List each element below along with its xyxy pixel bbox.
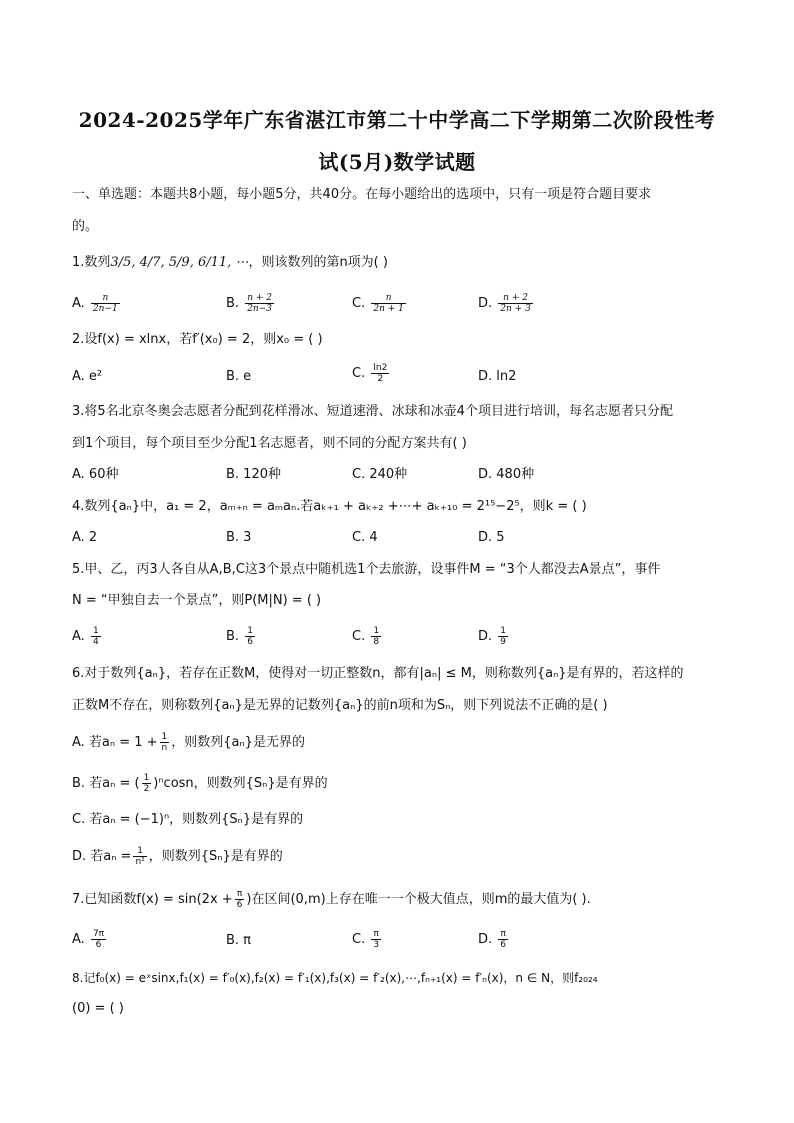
q3-option-c: C. 240种 [352,467,408,482]
q2-option-c: C. $\frac{\ln 2}{2}$ [352,363,388,384]
exam-title-line2: 试(5月)数学试题 [318,150,476,174]
q5-option-d: D. $\frac{1}{9}$ [478,626,507,647]
q6-option-d: D. 若aₙ = $\frac{1}{\text{n²}}$ ，则数列{Sₙ}是有界的 [72,846,283,867]
q3-option-a: A. 60种 [72,467,119,482]
q7-option-c: C. $\frac{\pi}{3}$ [352,929,380,950]
q7-option-d: D. $\frac{\pi}{6}$ [478,929,507,950]
q7-option-b: B. π [226,933,252,948]
sequence-expression: 3/5, 4/7, 5/9, 6/11, ⋯ [110,255,249,270]
q1-option-d: D. $\frac{n + 2}{2n + 3}$ [478,293,531,314]
q4-option-c: C. 4 [352,530,378,545]
question-5-stem: 5.甲、乙，丙3人各自从A,B,C这3个景点中随机选1个去旅游，设事件M = “3个人都没去A景点”，事件 [72,562,661,577]
q2-option-b: B. e [226,369,252,384]
q2-option-d: D. ln2 [478,369,517,384]
question-6-stem: 6.对于数列{aₙ}，若存在正数M，使得对一切正整数n，都有|aₙ| ≤ M，则称数列{aₙ}是有界的，若这样的 [72,666,684,681]
question-1-stem: 1.数列3/5, 4/7, 5/9, 6/11, ⋯，则该数列的第n项为( ) [72,255,388,270]
q1-option-c: C. $\frac{n}{2n + 1}$ [352,293,404,314]
question-4-stem: 4.数列{aₙ}中，a₁ = 2，aₘ₊ₙ = aₘaₙ.若aₖ₊₁ + aₖ₊₂ +⋯+ aₖ₊₁₀ = 2¹⁵−2⁵，则k = ( ) [72,499,587,514]
q6-option-c: C. 若aₙ = (−1)ⁿ，则数列{Sₙ}是有界的 [72,812,304,827]
q2-option-a: A. e² [72,369,103,384]
question-2-stem: 2.设f(x) = xlnx，若f′(x₀) = 2，则x₀ = ( ) [72,332,323,347]
question-8-stem: 8.记f₀(x) = eˣsinx,f₁(x) = f′₀(x),f₂(x) = f′₁(x),f₃(x) = f′₂(x),⋯,fₙ₊₁(x) = f′ₙ(x)，n ∈ N，则f₂₀₂₄ [72,971,598,985]
exam-title-line1: 2024-2025学年广东省湛江市第二十中学高二下学期第二次阶段性考 [78,108,716,132]
question-8-stem-cont: (0) = ( ) [72,1001,124,1016]
q5-option-c: C. $\frac{1}{8}$ [352,626,380,647]
q4-option-a: A. 2 [72,530,98,545]
q6-option-a: A. 若aₙ = 1 + $\frac{1}{n}$ ，则数列{aₙ}是无界的 [72,732,305,753]
q4-option-d: D. 5 [478,530,505,545]
question-5-stem-cont: N = “甲独自去一个景点”，则P(M|N) = ( ) [72,593,322,608]
q4-option-b: B. 3 [226,530,252,545]
q1-option-a: A. $\frac{n}{2n-1}$ [72,293,118,314]
q5-option-a: A. $\frac{1}{4}$ [72,626,99,647]
q7-option-a: A. $\frac{7\pi}{6}$ [72,929,105,950]
q3-option-d: D. 480种 [478,467,535,482]
section-heading: 一、单选题：本题共8小题，每小题5分，共40分。在每小题给出的选项中，只有一项是符合题目要求 [72,187,652,202]
question-6-stem-cont: 正数M不存在，则称数列{aₙ}是无界的记数列{aₙ}的前n项和为Sₙ，则下列说法不正确的是( ) [72,698,608,713]
question-3-stem: 3.将5名北京冬奥会志愿者分配到花样滑冰、短道速滑、冰球和冰壶4个项目进行培训，每名志愿者只分配 [72,404,673,419]
section-heading-cont: 的。 [72,219,99,234]
q6-option-b: B. 若aₙ = ( $\frac{1}{2}$ )ⁿcosn，则数列{Sₙ}是有界的 [72,773,328,794]
q3-option-b: B. 120种 [226,467,281,482]
q5-option-b: B. $\frac{1}{6}$ [226,626,253,647]
question-7-stem: 7.已知函数f(x) = sin(2x + $\frac{\pi}{6}$ )在区间(0,m)上存在唯一一个极大值点，则m的最大值为( ). [72,889,591,910]
q1-option-b: B. $\frac{n + 2}{2n-3}$ [226,293,272,314]
question-3-stem-cont: 到1个项目，每个项目至少分配1名志愿者，则不同的分配方案共有( ) [72,436,467,451]
